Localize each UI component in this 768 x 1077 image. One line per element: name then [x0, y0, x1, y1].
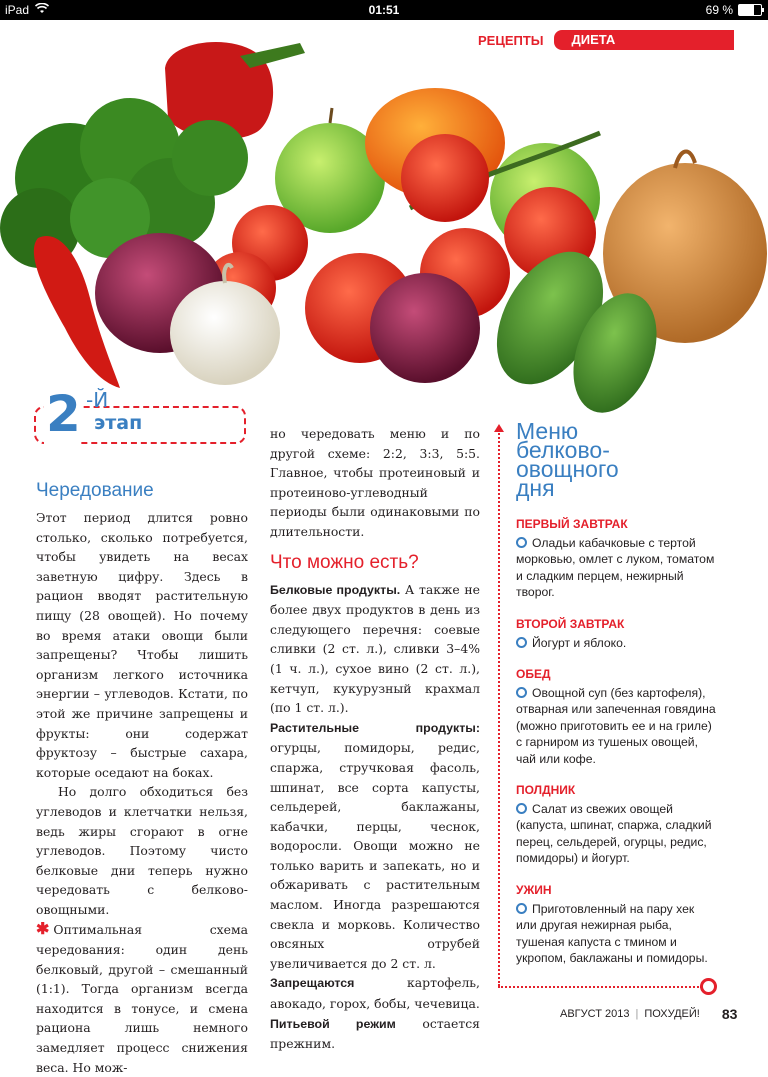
meal-lunch [516, 666, 716, 767]
bullet-icon [516, 803, 527, 814]
stage-badge [28, 382, 248, 448]
page-number: 83 [721, 1006, 738, 1022]
meal-text: Оладьи кабачковые с тертой морковью, омлет с луком, томатом и сладким перцем, нежирный творог. [516, 535, 715, 599]
meal-text: Овощной суп (без картофеля), отварная или запеченная говядина (можно приготовить ее и на гриле) с гарниром из тушеных овощей, чай или кофе. [516, 685, 716, 766]
meal-name: ПЕРВЫЙ ЗАВТРАК [516, 517, 628, 531]
device-name: iPad [5, 3, 30, 17]
page-footer [560, 1006, 737, 1022]
meal-second-breakfast [516, 616, 716, 651]
forbidden-text: картофель, авокадо, горох, бобы, чечевица. [270, 975, 480, 1012]
bullet-icon [516, 687, 527, 698]
clock: 01:51 [368, 3, 400, 17]
menu-title-line: дня [516, 475, 555, 501]
arrow-up-icon [494, 424, 504, 432]
menu-title-line: овощного [516, 456, 619, 482]
paragraph-continued: но чередовать меню и по другой схеме: 2:2, 3:3, 5:5. Главное, чтобы протеиновый и протеиново-углеводный периоды были одинаковыми по длительности. [270, 426, 480, 539]
paragraph-3: Оптимальная схема чередования: один день белковый, другой – смешанный (1:1). Тогда организм всегда находится в тонусе, и смена рациона лишь немного замедляет процесс снижения веса. Но мож- [36, 922, 248, 1075]
tab-recipes[interactable]: РЕЦЕПТЫ [478, 32, 544, 48]
menu-title-line: Меню [516, 418, 579, 444]
battery-icon [738, 4, 762, 16]
circle-end-icon [700, 978, 717, 995]
meal-text: Йогурт и яблоко. [532, 635, 627, 650]
vegetables-illustration [0, 28, 768, 416]
battery-percent: 69 % [705, 3, 733, 17]
garlic [170, 281, 280, 385]
stage-number: 2 [46, 385, 79, 443]
drink-text: остается прежним. [270, 1015, 481, 1052]
heading-what-to-eat: Что можно есть? [270, 551, 419, 573]
bullet-icon [516, 903, 527, 914]
meal-first-breakfast [516, 516, 716, 601]
magazine-name: ПОХУДЕЙ! [644, 1008, 700, 1020]
issue-date: АВГУСТ 2013 [560, 1008, 630, 1020]
meal-text: Салат из свежих овощей (капуста, шпинат, спаржа, сладкий перец, сельдерей, огурцы, редис, помидоры) и йогурт. [516, 801, 712, 865]
asterisk-icon: ✱ [36, 919, 50, 939]
meal-afternoon-snack [516, 782, 716, 867]
stage-word: этап [94, 412, 143, 434]
meal-name: ВТОРОЙ ЗАВТРАК [516, 617, 625, 631]
magazine-page [0, 20, 768, 1075]
tab-diet[interactable]: ДИЕТА [554, 30, 734, 50]
red-onion-center [370, 273, 480, 383]
menu-title-line: белково- [516, 437, 610, 463]
meal-name: ПОЛДНИК [516, 783, 576, 797]
meal-text: Приготовленный на пару хек или другая нежирная рыба, тушеная капуста с тмином и укропом, баклажаны и помидоры. [516, 901, 708, 965]
meal-name: УЖИН [516, 883, 552, 897]
article-column-1 [36, 478, 248, 1077]
paragraph-1: Этот период длится ровно столько, сколько потребуется, чтобы увидеть на весах заветную цифру. Здесь в рацион вводят растительную пищу (28 овощей). Но почему во время атаки овощи были запрещены? Чтобы лишить организм легкого источника энергии – углеводов. Кстати, по этой же причине запрещены и фрукты: они содержат фруктозу – быстрые сахара, которые оседают на боках. [36, 510, 248, 780]
forbidden-label: Запрещаются [270, 976, 355, 991]
dotted-guide-line [498, 430, 502, 986]
status-bar [0, 0, 768, 20]
drink-label: Питьевой режим [270, 1016, 396, 1031]
meal-name: ОБЕД [516, 667, 551, 681]
protein-label: Белковые продукты. [270, 582, 401, 597]
heading-alternation: Чередование [36, 480, 154, 501]
menu-sidebar [496, 406, 758, 996]
article-column-2 [270, 424, 480, 1054]
menu-title [516, 418, 619, 501]
bullet-icon [516, 537, 527, 548]
plant-text: огурцы, помидоры, редис, спаржа, стручковая фасоль, шпинат, все сорта капусты, сельдерей, баклажаны, кабачки, перцы, чеснок, водоросли. Овощи можно не только варить и запекать, но и обжаривать с растительным маслом. Иногда разрешаются свекла и морковь. Количество овсяных отрубей увеличивается до 2 ст. л. [270, 740, 480, 971]
bullet-icon [516, 637, 527, 648]
stage-suffix: -Й [86, 388, 109, 412]
protein-text: А также не более двух продуктов в день из следующего перечня: соевые сливки (2 ст. л.), сливки 3–4% (1 ч. л.), сухое вино (2 ст. л.), кетчуп, кукурузный крахмал (по 1 ст. л.). [270, 581, 481, 716]
footer-separator: | [635, 1008, 639, 1020]
dotted-guide-bottom [498, 986, 702, 988]
paragraph-2: Но долго обходиться без углеводов и клетчатки нельзя, ведь жиры сгорают в огне углеводов. Поэтому чисто белковые дни теперь нужно чередовать с белково-овощными. [36, 784, 248, 917]
plant-label: Растительные продукты: [270, 720, 480, 735]
meal-dinner [516, 882, 716, 967]
